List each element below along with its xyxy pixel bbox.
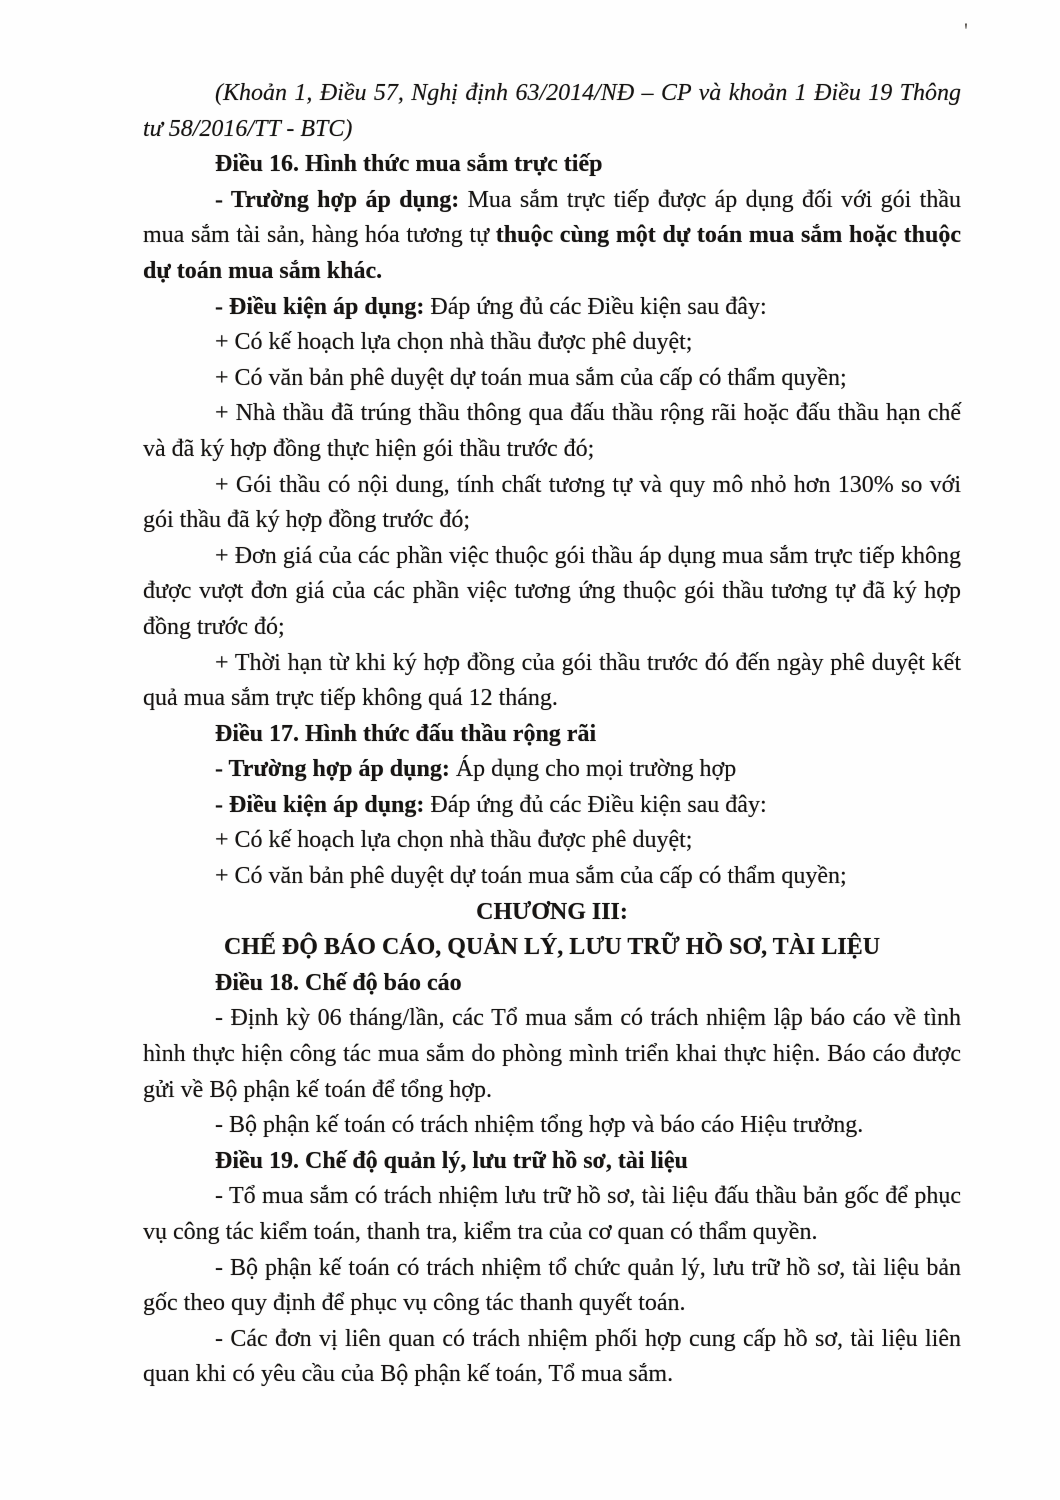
citation-note-text: (Khoản 1, Điều 57, Nghị định 63/2014/NĐ – CP và khoản 1 Điều 19 Thông tư 58/2016/TT - BTC) xyxy=(143,80,961,142)
chapter-3-title: CHẾ ĐỘ BÁO CÁO, QUẢN LÝ, LƯU TRỮ HỒ SƠ, TÀI LIỆU xyxy=(223,934,881,961)
case-text: Áp dụng cho mọi trường hợp xyxy=(455,756,737,783)
condition-label: - Điều kiện áp dụng: xyxy=(215,293,431,320)
article-18-paragraph-2: - Bộ phận kế toán có trách nhiệm tổng hợp và báo cáo Hiệu trưởng. xyxy=(215,1112,864,1139)
article-17-case-paragraph xyxy=(143,752,961,788)
article-17-item-2: + Có văn bản phê duyệt dự toán mua sắm của cấp có thẩm quyền; xyxy=(215,863,847,890)
article-16-condition-paragraph xyxy=(143,290,961,326)
article-17-item-1: + Có kế hoạch lựa chọn nhà thầu được phê duyệt; xyxy=(215,827,693,854)
document-body xyxy=(143,76,961,1393)
case-text: Mua sắm trực tiếp được áp dụng đối với gói thầu mua sắm tài sản, hàng hóa tương tự xyxy=(143,186,962,249)
article-19-heading: Điều 19. Chế độ quản lý, lưu trữ hồ sơ, tài liệu xyxy=(215,1147,688,1174)
case-label: - Trường hợp áp dụng: xyxy=(215,186,468,213)
condition-text: Đáp ứng đủ các Điều kiện sau đây: xyxy=(430,791,767,818)
article-16-item-1: + Có kế hoạch lựa chọn nhà thầu được phê duyệt; xyxy=(215,329,693,356)
article-19-paragraph-1: - Tổ mua sắm có trách nhiệm lưu trữ hồ sơ, tài liệu đấu thầu bản gốc để phục vụ công tác kiểm toán, thanh tra, kiểm tra của cơ quan có thẩm quyền. xyxy=(143,1183,961,1245)
citation-note xyxy=(143,76,961,147)
article-16-item-3: + Nhà thầu đã trúng thầu thông qua đấu thầu rộng rãi hoặc đấu thầu hạn chế và đã ký hợp đồng thực hiện gói thầu trước đó; xyxy=(143,400,961,462)
article-19-paragraph-2: - Bộ phận kế toán có trách nhiệm tổ chức quản lý, lưu trữ hồ sơ, tài liệu bản gốc theo quy định để phục vụ công tác thanh quyết toán. xyxy=(143,1254,961,1317)
article-16-heading: Điều 16. Hình thức mua sắm trực tiếp xyxy=(215,151,603,178)
article-16-case-paragraph xyxy=(143,183,961,290)
chapter-3-label: CHƯƠNG III: xyxy=(476,898,628,925)
article-16-item-2: + Có văn bản phê duyệt dự toán mua sắm của cấp có thẩm quyền; xyxy=(215,364,847,391)
article-16-item-5: + Đơn giá của các phần việc thuộc gói thầu áp dụng mua sắm trực tiếp không được vượt đơn giá của các phần việc tương ứng thuộc gói thầu tương tự đã ký hợp đồng trước đó; xyxy=(143,542,961,640)
article-16-item-4: + Gói thầu có nội dung, tính chất tương tự và quy mô nhỏ hơn 130% so với gói thầu đã ký hợp đồng trước đó; xyxy=(143,471,961,534)
article-19-paragraph-3: - Các đơn vị liên quan có trách nhiệm phối hợp cung cấp hồ sơ, tài liệu liên quan khi có yêu cầu của Bộ phận kế toán, Tổ mua sắm. xyxy=(143,1325,961,1388)
case-label: - Trường hợp áp dụng: xyxy=(215,756,456,783)
case-bold-tail: thuộc cùng một dự toán mua sắm hoặc thuộc dự toán mua sắm khác. xyxy=(143,222,961,284)
article-17-heading: Điều 17. Hình thức đấu thầu rộng rãi xyxy=(215,720,597,747)
condition-label: - Điều kiện áp dụng: xyxy=(215,791,431,818)
condition-text: Đáp ứng đủ các Điều kiện sau đây: xyxy=(430,293,767,320)
scan-speck: ' xyxy=(964,18,968,43)
article-18-paragraph-1: - Định kỳ 06 tháng/lần, các Tổ mua sắm có trách nhiệm lập báo cáo về tình hình thực hiện công tác mua sắm do phòng mình triển khai thực hiện. Báo cáo được gửi về Bộ phận kế toán để tổng hợp. xyxy=(143,1005,961,1103)
article-17-condition-paragraph xyxy=(143,788,961,824)
article-18-heading: Điều 18. Chế độ báo cáo xyxy=(215,969,462,996)
article-16-item-6: + Thời hạn từ khi ký hợp đồng của gói thầu trước đó đến ngày phê duyệt kết quả mua sắm trực tiếp không quá 12 tháng. xyxy=(143,649,961,712)
